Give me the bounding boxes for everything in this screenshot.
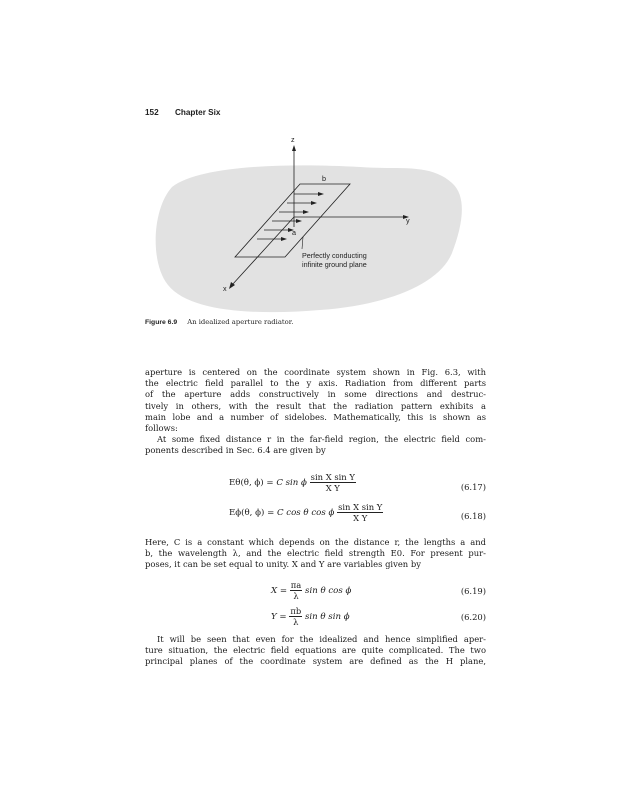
eq-lhs: Eϕ(θ, ϕ) = (229, 508, 275, 518)
z-axis-label: z (291, 135, 295, 144)
y-axis-label: y (406, 216, 410, 225)
eq-lhs: Eθ(θ, ϕ) = (229, 478, 274, 488)
eq-denominator: X Y (353, 513, 368, 523)
equation-number-6-18: (6.18) (460, 511, 486, 521)
x-axis-label: x (223, 284, 227, 293)
dimension-b-label: b (322, 174, 326, 183)
equation-number-6-20: (6.20) (460, 612, 486, 622)
eq-coefficient: C sin ϕ (276, 478, 307, 488)
text-line: tively in others, with the result that the radiation pattern exhibits a (145, 400, 486, 411)
paragraph-1 (145, 367, 486, 434)
ground-plane-shape (156, 165, 462, 312)
equation-number-6-17: (6.17) (460, 482, 486, 492)
figure-caption (145, 318, 293, 326)
text-line: It will be seen that even for the idealized and hence simplified aper- (157, 634, 486, 644)
text-line: ponents described in Sec. 6.4 are given by (145, 445, 326, 456)
equation-6-19 (271, 580, 351, 601)
text-line: Here, C is a constant which depends on the distance r, the lengths a and (145, 537, 486, 547)
eq-fraction (310, 472, 356, 493)
text-line: main lobe and a number of sidelobes. Mathematically, this is shown as (145, 411, 486, 422)
eq-lhs: X = (271, 586, 288, 596)
equation-number-6-19: (6.19) (460, 586, 486, 596)
text-line: follows: (145, 422, 178, 433)
text-line: principal planes of the coordinate system are defined as the H plane, (145, 656, 486, 667)
eq-numerator: πa (290, 580, 302, 590)
paragraph-4 (145, 634, 486, 668)
ground-plane-label-1: Perfectly conducting (302, 251, 367, 260)
text-line: of the aperture adds constructively in some directions and destruc- (145, 389, 486, 400)
eq-denominator: λ (293, 591, 299, 601)
eq-fraction (290, 580, 303, 601)
equation-6-18 (229, 502, 383, 523)
eq-numerator: sin X sin Y (338, 502, 383, 512)
caption-number: Figure 6.9 (145, 319, 178, 326)
chapter-title: Chapter Six (174, 108, 221, 117)
running-header (145, 108, 220, 117)
text-line: the electric field parallel to the y axis. Radiation from different parts (145, 378, 486, 389)
equation-6-20 (271, 606, 350, 627)
dimension-a-label: a (292, 228, 296, 237)
eq-coefficient: C cos θ cos ϕ (277, 508, 335, 518)
eq-fraction (289, 606, 302, 627)
eq-denominator: X Y (325, 483, 340, 493)
eq-rhs: sin θ cos ϕ (305, 586, 352, 596)
paragraph-3 (145, 537, 486, 571)
text-line: poses, it can be set equal to unity. X and Y are variables given by (145, 559, 421, 570)
eq-fraction (337, 502, 383, 523)
eq-rhs: sin θ sin ϕ (304, 612, 350, 622)
paragraph-2 (145, 434, 486, 456)
text-line: b, the wavelength λ, and the electric field strength E0. For present pur- (145, 548, 486, 559)
text-line: aperture is centered on the coordinate system shown in Fig. 6.3, with (145, 367, 486, 377)
equation-6-17 (229, 472, 356, 493)
eq-lhs: Y = (271, 612, 287, 622)
eq-numerator: πb (290, 606, 302, 616)
text-line: ture situation, the electric field equations are quite complicated. The two (145, 645, 486, 656)
caption-text: An idealized aperture radiator. (187, 318, 294, 326)
page-number: 152 (145, 108, 159, 117)
text-line: At some fixed distance r in the far-field region, the electric field com- (157, 434, 486, 444)
aperture-radiator-figure (140, 135, 480, 320)
eq-denominator: λ (293, 617, 299, 627)
eq-numerator: sin X sin Y (310, 472, 355, 482)
z-axis-arrow (292, 145, 296, 151)
ground-plane-label-2: infinite ground plane (302, 260, 367, 269)
